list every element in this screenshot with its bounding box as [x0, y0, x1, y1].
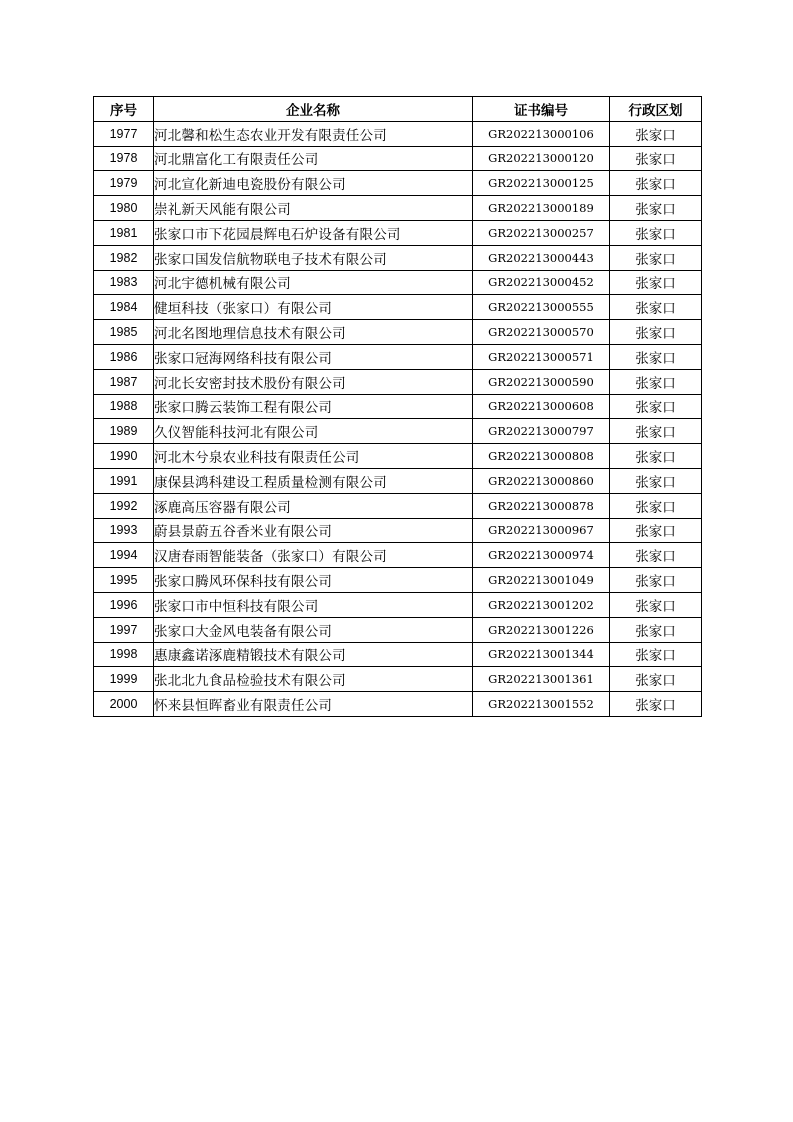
cell-certificate-number: GR202213000608: [473, 394, 610, 419]
cell-seq: 1994: [94, 543, 154, 568]
cell-certificate-number: GR202213000452: [473, 270, 610, 295]
header-cert: 证书编号: [473, 97, 610, 122]
cell-region: 张家口: [610, 369, 702, 394]
cell-enterprise-name: 张北北九食品检验技术有限公司: [154, 667, 473, 692]
cell-region: 张家口: [610, 220, 702, 245]
cell-seq: 1978: [94, 146, 154, 171]
cell-enterprise-name: 河北名图地理信息技术有限公司: [154, 320, 473, 345]
cell-region: 张家口: [610, 394, 702, 419]
cell-enterprise-name: 张家口腾风环保科技有限公司: [154, 568, 473, 593]
cell-certificate-number: GR202213000257: [473, 220, 610, 245]
cell-region: 张家口: [610, 196, 702, 221]
cell-region: 张家口: [610, 642, 702, 667]
table-row: [94, 543, 702, 568]
table-row: [94, 617, 702, 642]
cell-certificate-number: GR202213000797: [473, 419, 610, 444]
cell-seq: 1998: [94, 642, 154, 667]
table-row: [94, 270, 702, 295]
cell-region: 张家口: [610, 692, 702, 717]
cell-certificate-number: GR202213000443: [473, 245, 610, 270]
cell-certificate-number: GR202213000120: [473, 146, 610, 171]
cell-enterprise-name: 河北馨和松生态农业开发有限责任公司: [154, 121, 473, 146]
table-row: [94, 394, 702, 419]
cell-enterprise-name: 张家口国发信航物联电子技术有限公司: [154, 245, 473, 270]
cell-region: 张家口: [610, 320, 702, 345]
cell-seq: 1983: [94, 270, 154, 295]
cell-seq: 1988: [94, 394, 154, 419]
table-row: [94, 642, 702, 667]
table-row: [94, 444, 702, 469]
header-name: 企业名称: [154, 97, 473, 122]
cell-seq: 1993: [94, 518, 154, 543]
cell-seq: 2000: [94, 692, 154, 717]
cell-seq: 1996: [94, 592, 154, 617]
cell-region: 张家口: [610, 568, 702, 593]
cell-enterprise-name: 张家口冠海网络科技有限公司: [154, 344, 473, 369]
table-row: [94, 468, 702, 493]
table-body: [94, 121, 702, 716]
cell-seq: 1991: [94, 468, 154, 493]
cell-certificate-number: GR202213000189: [473, 196, 610, 221]
cell-certificate-number: GR202213000860: [473, 468, 610, 493]
cell-certificate-number: GR202213000974: [473, 543, 610, 568]
cell-certificate-number: GR202213000590: [473, 369, 610, 394]
cell-region: 张家口: [610, 270, 702, 295]
cell-certificate-number: GR202213001552: [473, 692, 610, 717]
cell-certificate-number: GR202213000571: [473, 344, 610, 369]
cell-certificate-number: GR202213000808: [473, 444, 610, 469]
cell-region: 张家口: [610, 444, 702, 469]
cell-certificate-number: GR202213000967: [473, 518, 610, 543]
cell-region: 张家口: [610, 419, 702, 444]
cell-region: 张家口: [610, 667, 702, 692]
table-row: [94, 592, 702, 617]
table-row: [94, 568, 702, 593]
cell-certificate-number: GR202213001226: [473, 617, 610, 642]
cell-seq: 1981: [94, 220, 154, 245]
cell-region: 张家口: [610, 493, 702, 518]
cell-seq: 1979: [94, 171, 154, 196]
cell-region: 张家口: [610, 543, 702, 568]
cell-enterprise-name: 崇礼新天风能有限公司: [154, 196, 473, 221]
cell-certificate-number: GR202213000570: [473, 320, 610, 345]
cell-region: 张家口: [610, 121, 702, 146]
table-row: [94, 146, 702, 171]
cell-certificate-number: GR202213000878: [473, 493, 610, 518]
cell-seq: 1992: [94, 493, 154, 518]
table-row: [94, 295, 702, 320]
cell-region: 张家口: [610, 617, 702, 642]
table-row: [94, 196, 702, 221]
cell-region: 张家口: [610, 518, 702, 543]
cell-seq: 1989: [94, 419, 154, 444]
cell-enterprise-name: 汉唐春雨智能装备（张家口）有限公司: [154, 543, 473, 568]
table-row: [94, 171, 702, 196]
table-row: [94, 518, 702, 543]
table-row: [94, 344, 702, 369]
cell-seq: 1984: [94, 295, 154, 320]
cell-enterprise-name: 健垣科技（张家口）有限公司: [154, 295, 473, 320]
cell-seq: 1995: [94, 568, 154, 593]
cell-certificate-number: GR202213001344: [473, 642, 610, 667]
cell-seq: 1990: [94, 444, 154, 469]
cell-seq: 1982: [94, 245, 154, 270]
cell-region: 张家口: [610, 295, 702, 320]
table-row: [94, 121, 702, 146]
table-row: [94, 419, 702, 444]
cell-enterprise-name: 惠康鑫诺涿鹿精锻技术有限公司: [154, 642, 473, 667]
cell-seq: 1999: [94, 667, 154, 692]
table-row: [94, 369, 702, 394]
cell-region: 张家口: [610, 344, 702, 369]
cell-enterprise-name: 涿鹿高压容器有限公司: [154, 493, 473, 518]
table-row: [94, 493, 702, 518]
cell-enterprise-name: 张家口市中恒科技有限公司: [154, 592, 473, 617]
enterprise-table: [93, 96, 702, 717]
cell-certificate-number: GR202213000555: [473, 295, 610, 320]
cell-enterprise-name: 张家口腾云装饰工程有限公司: [154, 394, 473, 419]
cell-seq: 1980: [94, 196, 154, 221]
cell-enterprise-name: 河北宣化新迪电瓷股份有限公司: [154, 171, 473, 196]
table-row: [94, 245, 702, 270]
table-header-row: [94, 97, 702, 122]
cell-enterprise-name: 河北宇德机械有限公司: [154, 270, 473, 295]
cell-seq: 1987: [94, 369, 154, 394]
cell-enterprise-name: 蔚县景蔚五谷香米业有限公司: [154, 518, 473, 543]
header-region: 行政区划: [610, 97, 702, 122]
table-row: [94, 667, 702, 692]
cell-region: 张家口: [610, 171, 702, 196]
cell-enterprise-name: 河北木兮泉农业科技有限责任公司: [154, 444, 473, 469]
cell-enterprise-name: 康保县鸿科建设工程质量检测有限公司: [154, 468, 473, 493]
cell-enterprise-name: 久仪智能科技河北有限公司: [154, 419, 473, 444]
cell-enterprise-name: 张家口市下花园晨辉电石炉设备有限公司: [154, 220, 473, 245]
table-row: [94, 320, 702, 345]
cell-certificate-number: GR202213000106: [473, 121, 610, 146]
cell-seq: 1986: [94, 344, 154, 369]
cell-enterprise-name: 张家口大金风电装备有限公司: [154, 617, 473, 642]
cell-enterprise-name: 怀来县恒晖畜业有限责任公司: [154, 692, 473, 717]
cell-region: 张家口: [610, 146, 702, 171]
cell-enterprise-name: 河北鼎富化工有限责任公司: [154, 146, 473, 171]
table-row: [94, 220, 702, 245]
cell-region: 张家口: [610, 468, 702, 493]
cell-seq: 1977: [94, 121, 154, 146]
cell-enterprise-name: 河北长安密封技术股份有限公司: [154, 369, 473, 394]
cell-certificate-number: GR202213001361: [473, 667, 610, 692]
cell-certificate-number: GR202213001049: [473, 568, 610, 593]
cell-region: 张家口: [610, 592, 702, 617]
cell-seq: 1997: [94, 617, 154, 642]
cell-certificate-number: GR202213001202: [473, 592, 610, 617]
table-row: [94, 692, 702, 717]
cell-seq: 1985: [94, 320, 154, 345]
cell-certificate-number: GR202213000125: [473, 171, 610, 196]
header-seq: 序号: [94, 97, 154, 122]
cell-region: 张家口: [610, 245, 702, 270]
